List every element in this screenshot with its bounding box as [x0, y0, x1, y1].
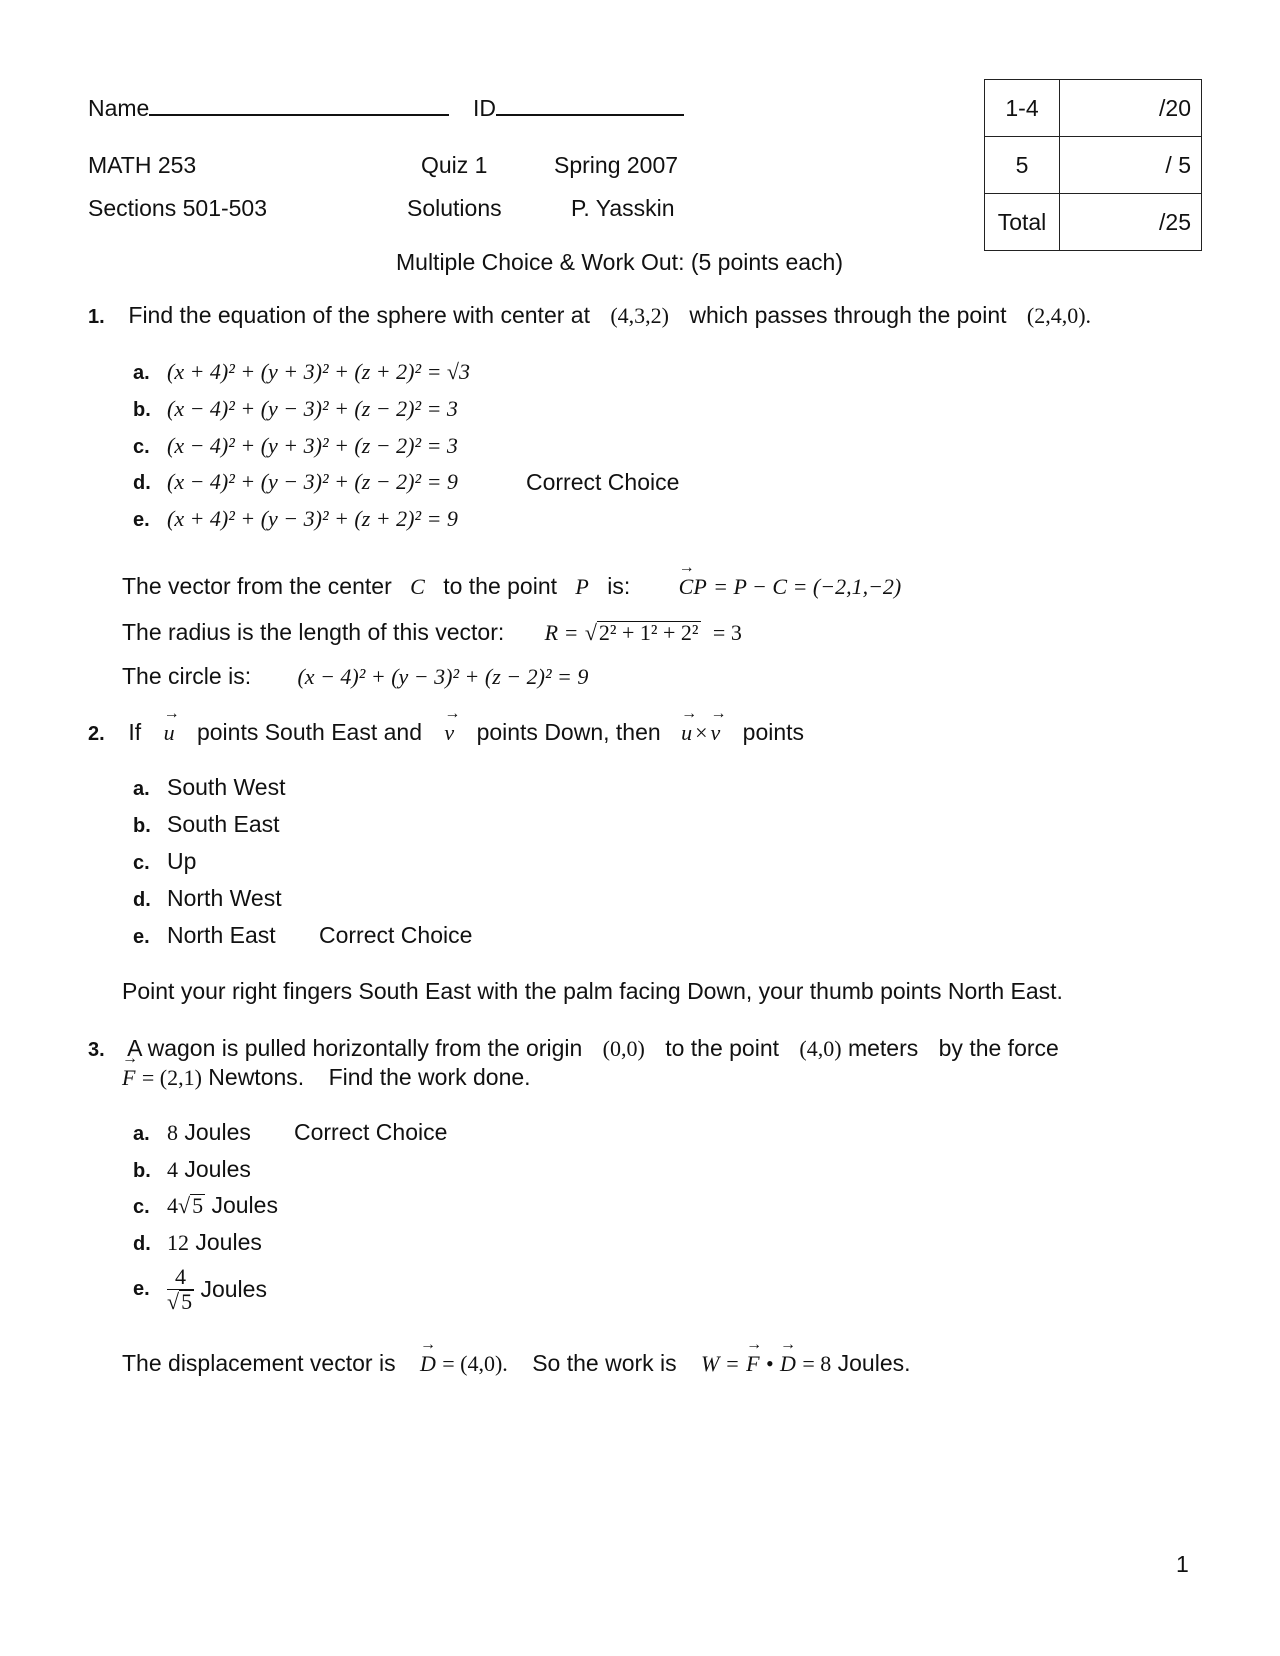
q1-solution-2	[122, 619, 742, 646]
q2-choice-a[interactable]	[133, 774, 285, 801]
sol-weq: = 8	[802, 1351, 832, 1376]
q3-point: (4,0)	[799, 1036, 842, 1061]
sol-text: The radius is the length of this vector:	[122, 619, 505, 645]
q1-choice-b[interactable]	[133, 395, 458, 422]
choice-text: Up	[167, 848, 197, 874]
sol-text: to the point	[443, 573, 558, 599]
name-line	[88, 90, 449, 122]
choice-label: c.	[133, 852, 150, 874]
sol-text: So the work is	[532, 1350, 677, 1376]
choice-label: b.	[133, 1160, 151, 1182]
q2-number: 2.	[88, 723, 105, 745]
q3-prompt-line-1	[88, 1035, 1059, 1062]
choice-label: c.	[133, 1196, 150, 1218]
quiz: Quiz 1	[421, 152, 488, 178]
choice-label: b.	[133, 399, 151, 421]
sqrt-sign: √	[584, 620, 597, 645]
q2-text: points	[742, 719, 805, 745]
q1-solution-3	[122, 663, 588, 690]
sol-expr: = P − C = (−2,1,−2)	[713, 574, 902, 599]
choice-label: d.	[133, 889, 151, 911]
choice-unit: Joules	[211, 1192, 278, 1218]
choice-label: d.	[133, 1233, 151, 1255]
q3-correct-note: Correct Choice	[294, 1119, 448, 1145]
q2-if: If	[128, 719, 142, 745]
q3-text: Find the work done.	[328, 1064, 531, 1090]
choice-label: c.	[133, 436, 150, 458]
q1-solution-1	[122, 573, 901, 600]
q2-choice-b[interactable]	[133, 811, 280, 838]
q3-choice-d[interactable]	[133, 1229, 262, 1256]
choice-expr: (x − 4)² + (y − 3)² + (z − 2)² = 9	[167, 469, 458, 494]
choice-unit: Joules	[195, 1229, 262, 1255]
name-label: Name	[88, 95, 150, 121]
q3-number: 3.	[88, 1039, 105, 1061]
q3-choice-b[interactable]	[133, 1156, 251, 1183]
sol-eq: = 3	[712, 620, 742, 645]
f-vector: → F	[122, 1065, 135, 1091]
choice-unit: Joules	[184, 1119, 251, 1145]
term: Spring 2007	[554, 152, 679, 178]
choice-label: e.	[133, 926, 150, 948]
name-blank[interactable]	[149, 90, 449, 116]
q3-text: meters	[847, 1035, 919, 1061]
sol-cp-vector: → CP	[679, 574, 707, 600]
q1-choice-e[interactable]	[133, 505, 458, 532]
instructor: P. Yasskin	[571, 195, 675, 221]
q3-origin: (0,0)	[602, 1036, 645, 1061]
score-label: Total	[985, 194, 1060, 251]
fraction-root: 5	[181, 1289, 193, 1314]
fraction-denominator: √5	[167, 1289, 193, 1314]
choice-unit: Joules	[200, 1276, 267, 1302]
choice-expr: (x − 4)² + (y + 3)² + (z − 2)² = 3	[167, 433, 458, 458]
q2-correct-note: Correct Choice	[319, 922, 473, 948]
id-blank[interactable]	[496, 90, 684, 116]
q3-choice-e[interactable]	[133, 1265, 267, 1314]
score-label: 5	[985, 137, 1060, 194]
q3-choice-a[interactable]	[133, 1119, 251, 1146]
score-row	[985, 137, 1202, 194]
q2-text: points Down, then	[476, 719, 661, 745]
fraction-numerator: 4	[167, 1265, 194, 1290]
choice-expr: (x − 4)² + (y − 3)² + (z − 2)² = 3	[167, 396, 458, 421]
score-row	[985, 194, 1202, 251]
choice-unit: Joules	[184, 1156, 251, 1182]
q2-choice-d[interactable]	[133, 885, 282, 912]
sol-text: The circle is:	[122, 663, 252, 689]
f-vector: → F	[746, 1351, 759, 1377]
sol-unit: Joules.	[837, 1350, 911, 1376]
q1-point: (2,4,0).	[1026, 303, 1092, 328]
id-line	[473, 90, 684, 122]
cross-sign: ×	[695, 720, 708, 745]
sol-text: The vector from the center	[122, 573, 392, 599]
u-vector: → u	[164, 720, 175, 746]
q3-prompt-line-2	[122, 1064, 531, 1091]
course: MATH 253	[88, 152, 197, 178]
score-row	[985, 80, 1202, 137]
sol-text: The displacement vector is	[122, 1350, 396, 1376]
choice-label: a.	[133, 1123, 150, 1145]
d-vector: → D	[420, 1351, 436, 1377]
choice-text: North East	[167, 922, 276, 948]
sections: Sections 501-503	[88, 195, 268, 221]
score-label: 1-4	[985, 80, 1060, 137]
v-vector: → v	[711, 720, 721, 746]
choice-expr: (x + 4)² + (y − 3)² + (z + 2)² = 9	[167, 506, 458, 531]
q2-prompt	[88, 719, 804, 746]
choice-label: d.	[133, 472, 151, 494]
choice-expr: (x + 4)² + (y + 3)² + (z + 2)² = √3	[167, 359, 470, 384]
q1-correct-note: Correct Choice	[526, 469, 680, 495]
choice-label: e.	[133, 1278, 150, 1300]
sol-c: C	[410, 574, 425, 599]
sol-root: 2² + 1² + 2²	[598, 620, 699, 645]
score-points: / 5	[1060, 137, 1202, 194]
d-vector: → D	[780, 1351, 796, 1377]
q1-choice-d[interactable]	[133, 468, 458, 495]
choice-label: a.	[133, 362, 150, 384]
q3-text: Newtons.	[208, 1064, 305, 1090]
solutions: Solutions	[407, 195, 502, 221]
q3-text: to the point	[665, 1035, 780, 1061]
sol-r: R =	[544, 620, 579, 645]
score-table	[984, 79, 1202, 251]
score-points: /25	[1060, 194, 1202, 251]
q1-center: (4,3,2)	[610, 303, 670, 328]
q3-solution	[122, 1350, 911, 1377]
q2-choice-e[interactable]	[133, 922, 276, 949]
choice-num: 4	[167, 1193, 178, 1218]
q1-text-a: Find the equation of the sphere with center at	[128, 302, 590, 328]
choice-label: b.	[133, 815, 151, 837]
choice-root: 5	[192, 1193, 204, 1218]
sol-text: is:	[607, 573, 631, 599]
q3-text: by the force	[938, 1035, 1059, 1061]
sqrt-sign: √	[178, 1193, 191, 1218]
choice-num: 4	[167, 1157, 178, 1182]
choice-num: 8	[167, 1120, 178, 1145]
q1-choice-c[interactable]	[133, 432, 458, 459]
choice-text: South East	[167, 811, 280, 837]
q3-feq: = (2,1)	[141, 1065, 202, 1090]
q1-choice-a[interactable]	[133, 358, 470, 385]
v-vector: → v	[444, 720, 454, 746]
choice-num: 12	[167, 1230, 189, 1255]
q2-solution: Point your right fingers South East with the palm facing Down, your thumb points North East.	[122, 978, 1063, 1004]
sol-deq: = (4,0).	[442, 1351, 508, 1376]
q3-choice-c[interactable]	[133, 1192, 278, 1219]
q2-text: points South East and	[196, 719, 423, 745]
choice-text: South West	[167, 774, 286, 800]
u-vector: → u	[681, 720, 692, 746]
sol-p: P	[575, 574, 589, 599]
score-points: /20	[1060, 80, 1202, 137]
choice-label: e.	[133, 509, 150, 531]
q2-choice-c[interactable]	[133, 848, 196, 875]
sol-w: W =	[701, 1351, 740, 1376]
instructions: Multiple Choice & Work Out: (5 points each)	[396, 249, 843, 275]
choice-text: North West	[167, 885, 282, 911]
q1-prompt	[88, 302, 1091, 329]
q1-number: 1.	[88, 306, 105, 328]
q1-text-b: which passes through the point	[689, 302, 1007, 328]
fraction	[167, 1265, 194, 1314]
choice-label: a.	[133, 778, 150, 800]
page-number: 1	[1176, 1551, 1189, 1577]
id-label: ID	[473, 95, 496, 121]
q3-text: A wagon is pulled horizontally from the origin	[127, 1035, 583, 1061]
dot-sign: •	[765, 1351, 774, 1376]
sol-expr: (x − 4)² + (y − 3)² + (z − 2)² = 9	[297, 664, 589, 689]
